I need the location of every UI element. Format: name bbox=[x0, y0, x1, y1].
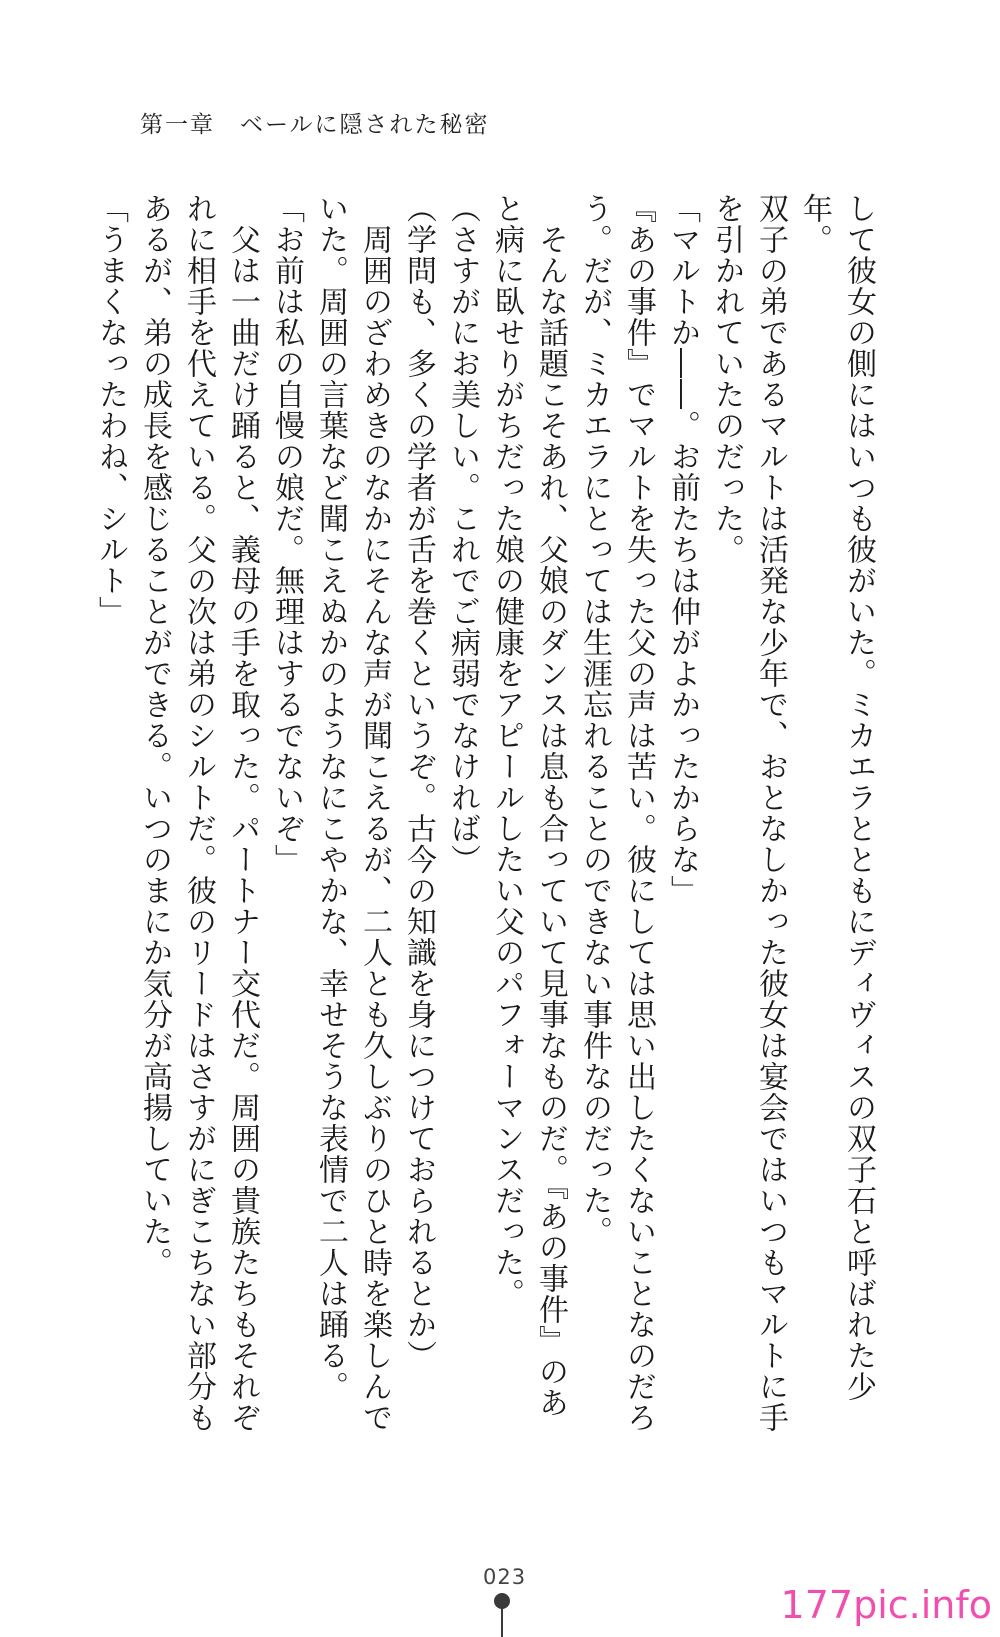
text-line: 「お前は私の自慢の娘だ。無理はするでないぞ」 bbox=[269, 193, 304, 875]
text-line: と病に臥せりがちだった娘の健康をアピールしたい父のパフォーマンスだった。 bbox=[489, 193, 524, 1309]
text-line: いた。周囲の言葉など聞こえぬかのようなにこやかな、幸せそうな表情で二人は踊る。 bbox=[313, 193, 348, 1402]
text-line: そんな話題こそあれ、父娘のダンスは息も合っていて見事なものだ。『あの事件』のあ bbox=[533, 193, 568, 1418]
watermark-text: 177pic.info bbox=[780, 1583, 992, 1627]
text-line: して彼女の側にはいつも彼がいた。ミカエラとともにディヴィスの双子石と呼ばれた少年。 bbox=[797, 193, 876, 1402]
body-text-vertical bbox=[93, 193, 880, 1443]
page-marker-dot-icon bbox=[494, 1593, 510, 1609]
text-line: れに相手を代えている。父の次は弟のシルトだ。彼のリードはさすがにぎこちない部分も bbox=[181, 193, 216, 1433]
text-line: 周囲のざわめきのなかにそんな声が聞こえるが、二人とも久しぶりのひと時を楽しんで bbox=[357, 193, 392, 1433]
running-header-chapter-title: 第一章 ベールに隠された秘密 bbox=[140, 112, 490, 138]
text-line: う。だが、ミカエラにとっては生涯忘れることのできない事件なのだった。 bbox=[577, 193, 612, 1247]
text-line: 『あの事件』でマルトを失った父の声は苦い。彼にしては思い出したくないことなのだろ bbox=[621, 193, 656, 1433]
text-line: （さすがにお美しい。これでご病弱でなければ） bbox=[445, 193, 480, 875]
text-line: 父は一曲だけ踊ると、義母の手を取った。パートナー交代だ。周囲の貴族たちもそれぞ bbox=[225, 193, 260, 1433]
text-line: 双子の弟であるマルトは活発な少年で、おとなしかった彼女は宴会ではいつもマルトに手 bbox=[753, 193, 788, 1433]
page-marker-line bbox=[501, 1608, 503, 1637]
text-line: 「マルトか――。お前たちは仲がよかったからな」 bbox=[665, 193, 700, 906]
text-line: あるが、弟の成長を感じることができる。いつのまにか気分が高揚していた。 bbox=[137, 193, 172, 1278]
page-number: 023 bbox=[483, 1565, 527, 1589]
text-line: を引かれていたのだった。 bbox=[709, 193, 744, 565]
text-line: 「うまくなったわね、シルト」 bbox=[93, 193, 128, 627]
text-line: （学問も、多くの学者が舌を巻くというぞ。古今の知識を身につけておられるとか） bbox=[401, 193, 436, 1371]
